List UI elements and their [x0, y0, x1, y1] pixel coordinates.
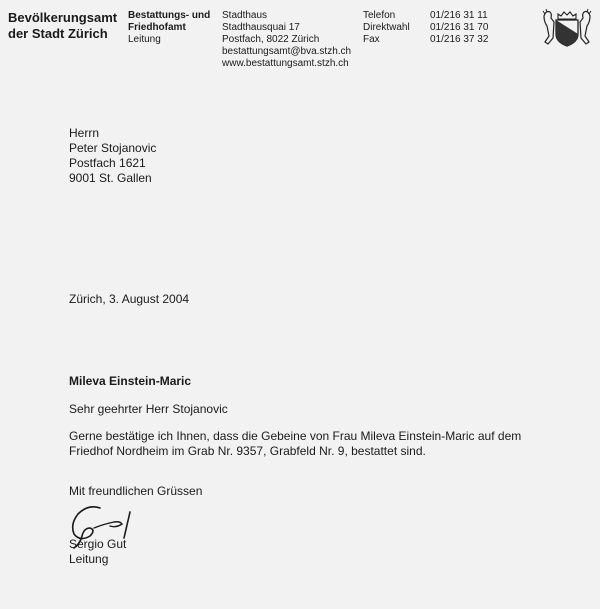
contact-value-direct: 01/216 31 70: [430, 22, 489, 33]
address-line-2: Stadthausquai 17: [222, 22, 300, 33]
letter-body: [69, 429, 589, 459]
recipient-postbox: Postfach 1621: [69, 156, 146, 170]
org-line-2: der Stadt Zürich: [8, 26, 108, 41]
letterhead-organization: [8, 10, 117, 42]
contact-label-direct: Direktwahl: [363, 22, 410, 33]
zurich-crest-logo: [542, 8, 592, 48]
website-address: www.bestattungsamt.stzh.ch: [222, 58, 349, 69]
letter-salutation: Sehr geehrter Herr Stojanovic: [69, 402, 228, 416]
body-line-1: Gerne bestätige ich Ihnen, dass die Gebeine von Frau Mileva Einstein-Maric auf dem: [69, 429, 522, 443]
recipient-address: [69, 126, 156, 186]
letter-date: Zürich, 3. August 2004: [69, 292, 190, 306]
body-line-2: Friedhof Nordheim im Grab Nr. 9357, Grabfeld Nr. 9, bestattet sind.: [69, 444, 426, 458]
letterhead-address: [222, 10, 351, 70]
signer-title: Leitung: [69, 552, 109, 566]
signer-name: Sergio Gut: [69, 537, 127, 551]
recipient-salutation: Herrn: [69, 126, 100, 140]
recipient-name: Peter Stojanovic: [69, 141, 157, 155]
dept-line-1: Bestattungs- und: [128, 10, 211, 21]
contact-value-fax: 01/216 37 32: [430, 34, 489, 45]
contact-label-phone: Telefon: [363, 10, 396, 21]
dept-line-2: Friedhofamt: [128, 22, 186, 33]
recipient-city: 9001 St. Gallen: [69, 171, 152, 185]
org-line-1: Bevölkerungsamt: [8, 10, 118, 25]
contact-labels: [363, 10, 410, 46]
letterhead-department: [128, 10, 210, 46]
contact-label-fax: Fax: [363, 34, 380, 45]
signer-block: [69, 537, 126, 567]
contact-value-phone: 01/216 31 11: [430, 10, 488, 21]
email-address: bestattungsamt@bva.stzh.ch: [222, 46, 352, 57]
address-line-1: Stadthaus: [222, 10, 268, 21]
letter-closing: Mit freundlichen Grüssen: [69, 484, 203, 498]
dept-sub: Leitung: [128, 34, 161, 45]
address-line-3: Postfach, 8022 Zürich: [222, 34, 320, 45]
letter-subject: Mileva Einstein-Maric: [69, 374, 192, 388]
contact-values: [430, 10, 488, 46]
